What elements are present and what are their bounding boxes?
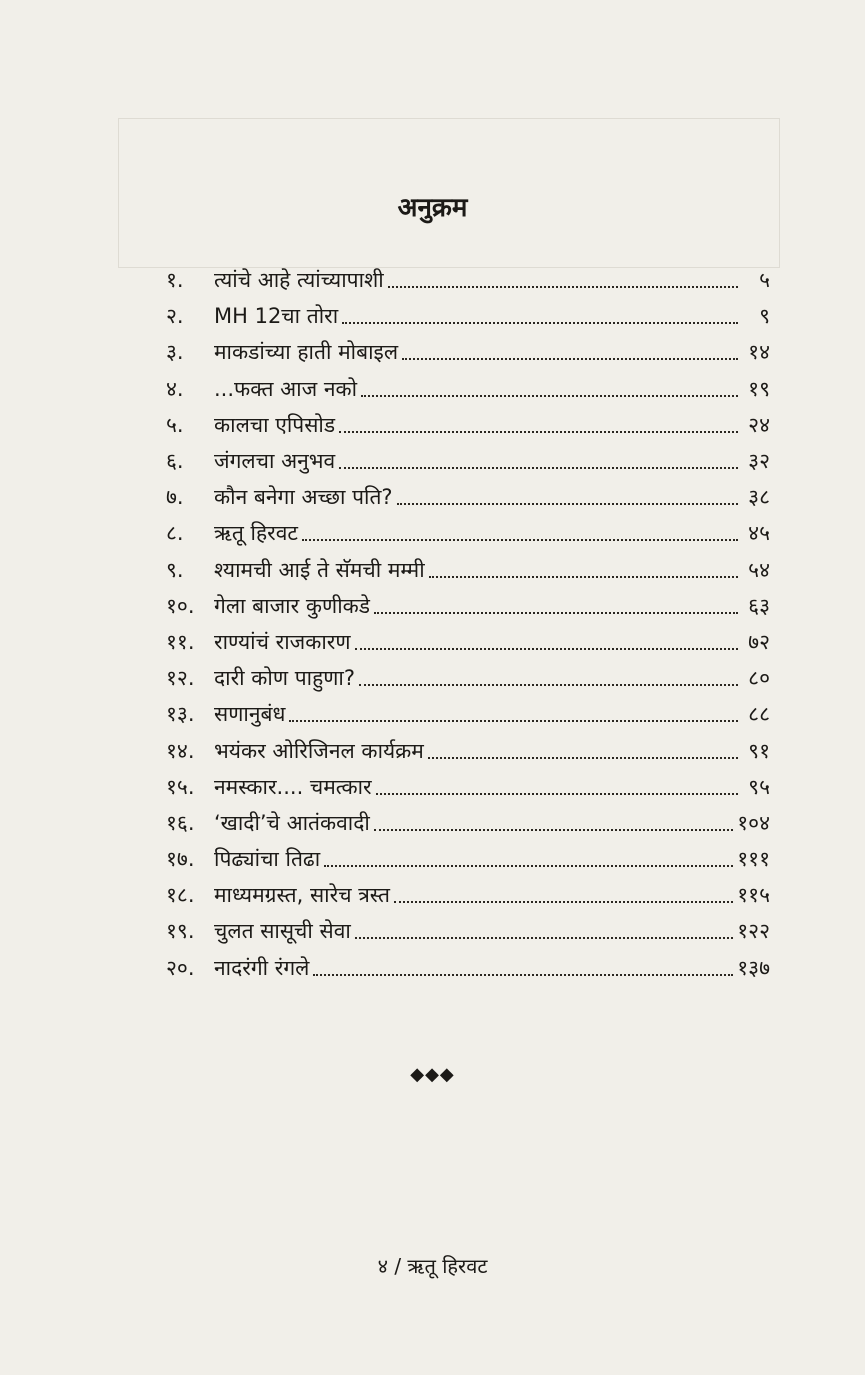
entry-page: ४५: [748, 521, 770, 546]
toc-entry: [166, 443, 770, 479]
entry-title: माकडांच्या हाती मोबाइल: [214, 340, 399, 365]
entry-number: ८.: [166, 521, 184, 546]
entry-title: नमस्कार.... चमत्कार: [214, 774, 372, 799]
entry-title: दारी कोण पाहुणा?: [214, 666, 356, 691]
toc-entry: [166, 552, 770, 588]
entry-page: ६३: [748, 593, 770, 618]
table-of-contents: [166, 262, 770, 986]
entry-page: ७२: [748, 629, 770, 654]
entry-title: श्यामची आई ते सॅमची मम्मी: [214, 557, 425, 582]
toc-entry: [166, 371, 770, 407]
toc-entry: [166, 913, 770, 949]
entry-number: २०.: [166, 955, 195, 980]
dot-leader: [376, 779, 738, 795]
dot-leader: [374, 598, 738, 614]
toc-entry: [166, 515, 770, 551]
entry-page: १९: [748, 376, 770, 401]
entry-number: १.: [166, 268, 184, 293]
entry-number: ११.: [166, 629, 195, 654]
entry-number: १४.: [166, 738, 195, 763]
entry-number: ७.: [166, 485, 184, 510]
entry-page: १४: [748, 340, 770, 365]
entry-title: ...फक्त आज नको: [214, 376, 358, 401]
dot-leader: [397, 489, 738, 505]
entry-title: कौन बनेगा अच्छा पति?: [214, 485, 393, 510]
entry-title: चुलत सासूची सेवा: [214, 919, 351, 944]
toc-entry: [166, 660, 770, 696]
dot-leader: [355, 634, 738, 650]
toc-entry: [166, 298, 770, 334]
page-footer: ४ / ऋतू हिरवट: [377, 1254, 488, 1278]
entry-number: ३.: [166, 340, 184, 365]
dot-leader: [359, 670, 738, 686]
toc-heading: अनुक्रम: [397, 193, 468, 223]
toc-entry: [166, 334, 770, 370]
toc-entry: [166, 696, 770, 732]
entry-page: ३२: [748, 449, 770, 474]
entry-title: नादरंगी रंगले: [214, 955, 310, 980]
dot-leader: [402, 344, 738, 360]
entry-page: ९५: [748, 774, 770, 799]
entry-number: ५.: [166, 412, 184, 437]
entry-page: ३८: [748, 485, 770, 510]
dot-leader: [428, 743, 738, 759]
toc-entry: [166, 732, 770, 768]
dot-leader: [289, 706, 738, 722]
entry-number: १२.: [166, 666, 195, 691]
entry-page: ८०: [748, 666, 770, 691]
toc-entry: [166, 877, 770, 913]
entry-page: ८८: [748, 702, 770, 727]
entry-number: १७.: [166, 847, 195, 872]
toc-entry: [166, 588, 770, 624]
entry-title: जंगलचा अनुभव: [214, 449, 336, 474]
entry-number: २.: [166, 304, 184, 329]
entry-page: ११५: [737, 883, 770, 908]
toc-entry: [166, 769, 770, 805]
entry-page: १२२: [737, 919, 770, 944]
entry-number: ६.: [166, 449, 184, 474]
dot-leader: [339, 417, 738, 433]
toc-entry: [166, 407, 770, 443]
dot-leader: [361, 381, 738, 397]
entry-number: १३.: [166, 702, 195, 727]
dot-leader: [342, 308, 738, 324]
entry-number: ९.: [166, 557, 184, 582]
entry-number: १८.: [166, 883, 195, 908]
entry-page: ५: [759, 268, 770, 293]
toc-entry: [166, 950, 770, 986]
entry-number: १९.: [166, 919, 195, 944]
entry-title: ‘खादी’चे आतंकवादी: [214, 810, 370, 835]
dot-leader: [394, 887, 733, 903]
entry-title: भयंकर ओरिजिनल कार्यक्रम: [214, 738, 424, 763]
toc-entry: [166, 624, 770, 660]
toc-entry: [166, 805, 770, 841]
entry-page: ५४: [748, 557, 770, 582]
entry-title: गेला बाजार कुणीकडे: [214, 593, 371, 618]
dot-leader: [355, 923, 733, 939]
toc-entry: [166, 841, 770, 877]
entry-title: पिढ्यांचा तिढा: [214, 847, 321, 872]
dot-leader: [388, 272, 738, 288]
entry-page: ९१: [748, 738, 770, 763]
dot-leader: [374, 815, 733, 831]
entry-title: माध्यमग्रस्त, सारेच त्रस्त: [214, 883, 390, 908]
ornament-divider: ◆◆◆: [410, 1064, 455, 1085]
dot-leader: [313, 960, 733, 976]
entry-title: ऋतू हिरवट: [214, 521, 298, 546]
entry-page: १११: [737, 847, 770, 872]
entry-number: ४.: [166, 376, 184, 401]
entry-title: कालचा एपिसोड: [214, 412, 336, 437]
entry-page: १३७: [737, 955, 770, 980]
entry-number: १५.: [166, 774, 195, 799]
entry-title: त्यांचे आहे त्यांच्यापाशी: [214, 268, 384, 293]
entry-number: १६.: [166, 810, 195, 835]
entry-page: ९: [759, 304, 770, 329]
entry-number: १०.: [166, 593, 195, 618]
entry-page: १०४: [737, 810, 770, 835]
dot-leader: [324, 851, 733, 867]
entry-page: २४: [748, 412, 770, 437]
dot-leader: [302, 525, 738, 541]
dot-leader: [429, 562, 738, 578]
entry-title: MH 12चा तोरा: [214, 304, 339, 329]
entry-title: राण्यांचं राजकारण: [214, 629, 351, 654]
entry-title: सणानुबंध: [214, 702, 286, 727]
toc-entry: [166, 262, 770, 298]
dot-leader: [339, 453, 738, 469]
toc-entry: [166, 479, 770, 515]
